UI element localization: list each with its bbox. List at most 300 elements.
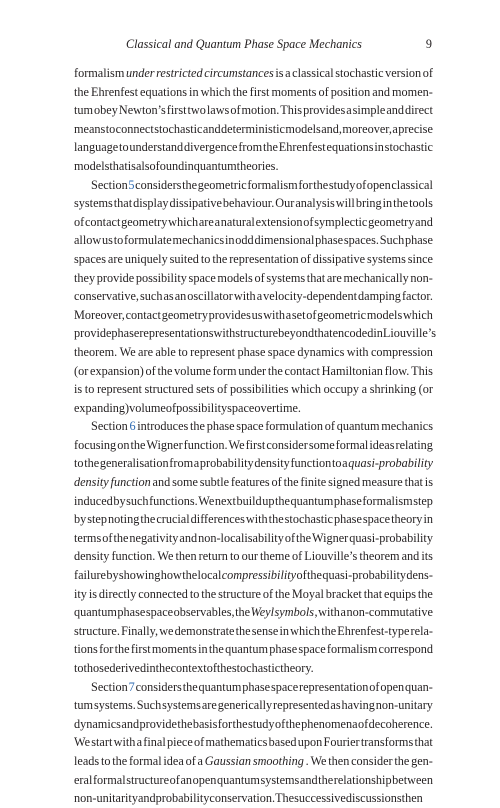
word: open <box>192 772 217 787</box>
word: formulation <box>265 419 324 434</box>
word: as <box>163 289 174 304</box>
paragraph <box>74 678 433 808</box>
text-line <box>74 157 433 176</box>
word: first <box>245 437 266 452</box>
word: on <box>117 437 130 452</box>
text-line <box>74 250 433 269</box>
word: encoded <box>332 326 374 341</box>
word: which <box>291 382 322 397</box>
word: the <box>268 512 284 527</box>
word: subtle <box>199 475 230 490</box>
word: are <box>138 344 154 359</box>
text-line <box>74 529 433 548</box>
italic-word: restricted <box>156 66 203 80</box>
word: the <box>140 512 156 527</box>
word: means <box>74 121 106 136</box>
word: velocity-dependent <box>263 289 358 304</box>
word: tum <box>74 103 94 118</box>
word: open <box>366 177 391 192</box>
word: of <box>206 661 217 675</box>
word: to <box>105 121 116 136</box>
text-line <box>74 715 433 734</box>
word: local <box>197 568 222 583</box>
text-line <box>74 454 433 473</box>
word: mechanically <box>343 270 409 285</box>
word: geometric <box>317 307 367 322</box>
text-line <box>74 752 433 771</box>
word: then <box>401 791 423 806</box>
word: our <box>241 549 258 564</box>
word: gen- <box>411 753 433 768</box>
word: the <box>113 530 129 545</box>
text-line <box>74 566 433 585</box>
word: the <box>208 642 224 657</box>
body-text <box>74 64 436 808</box>
word: up <box>262 493 275 508</box>
word: occupy <box>323 382 360 397</box>
word: leads <box>74 753 100 768</box>
word: and <box>152 475 171 490</box>
word: stochastic <box>284 512 333 527</box>
word: systems <box>367 251 406 266</box>
word: moments <box>151 642 197 657</box>
word: the <box>313 177 329 192</box>
word: focusing <box>74 437 117 452</box>
word: precise <box>398 121 433 136</box>
word: terms <box>74 530 102 545</box>
word: to <box>189 586 200 601</box>
word: for <box>217 716 233 731</box>
text-line <box>74 547 433 566</box>
word: bracket <box>325 586 362 601</box>
word: momen- <box>392 84 433 99</box>
word: mechanics <box>381 419 433 434</box>
text-line <box>74 473 433 492</box>
word: formalism <box>362 493 413 508</box>
word: position <box>330 84 371 99</box>
word: formal <box>335 437 369 452</box>
italic-word: smoothing <box>252 753 304 768</box>
word: and <box>372 84 390 99</box>
word: demonstrate <box>174 623 235 638</box>
word: the <box>262 140 278 155</box>
word: us <box>251 307 263 322</box>
word: in <box>146 661 156 675</box>
word: space <box>362 512 391 527</box>
word: upon <box>297 735 323 750</box>
word: also <box>135 158 156 173</box>
word: quasi-probability <box>349 530 433 545</box>
word: structure <box>126 772 170 787</box>
word: version <box>385 66 422 80</box>
word: quan- <box>404 679 433 694</box>
word: such <box>126 493 149 508</box>
word: geometry <box>121 214 168 229</box>
word: We <box>157 549 174 564</box>
word: behaviour. <box>222 196 275 211</box>
word: of <box>306 307 317 322</box>
word: to <box>74 456 84 471</box>
word: first <box>130 642 151 657</box>
word: sets <box>196 382 215 397</box>
word: provide <box>96 270 135 285</box>
word: a <box>340 605 346 620</box>
word: probability <box>199 456 254 471</box>
word: the <box>296 530 312 545</box>
word: first <box>249 84 270 99</box>
text-line <box>74 269 433 288</box>
word: formal <box>92 772 126 787</box>
text-line <box>74 659 433 678</box>
word: represent <box>96 382 142 397</box>
word: the <box>283 475 299 490</box>
word: compression <box>370 344 433 359</box>
word: contact <box>284 363 320 378</box>
word: and <box>202 121 221 136</box>
word: spaces <box>74 251 106 266</box>
word: are <box>326 270 342 285</box>
word: and <box>137 791 156 806</box>
word: geometry <box>161 307 208 322</box>
word: provides <box>208 307 251 322</box>
word: possibilities <box>229 382 289 397</box>
word: dimensional <box>254 233 315 248</box>
word: phase <box>242 679 271 694</box>
word: between <box>392 772 433 787</box>
text-line <box>74 101 433 120</box>
italic-word: under <box>125 66 155 80</box>
word: the <box>393 196 409 211</box>
paragraph <box>74 176 436 418</box>
word: of <box>318 84 329 99</box>
text-line <box>74 194 433 213</box>
word: in <box>189 84 199 99</box>
text-line <box>74 789 433 808</box>
word: the <box>275 586 290 601</box>
text-line <box>74 417 433 436</box>
word: and <box>401 549 420 564</box>
word: tum <box>74 698 94 713</box>
word: the <box>318 772 334 787</box>
word: the <box>285 716 301 731</box>
word: Wigner <box>312 530 349 545</box>
text-line <box>74 733 433 752</box>
word: Fourier <box>323 735 360 750</box>
word: phenomena <box>301 716 358 731</box>
word: a <box>214 214 221 229</box>
word: to <box>119 140 129 155</box>
word: geometry <box>368 214 415 229</box>
word: noting <box>108 512 140 527</box>
word: decoherence. <box>368 716 433 731</box>
word: formalism <box>326 642 378 657</box>
word: the <box>74 84 89 99</box>
word: stochastic <box>335 66 384 80</box>
word: Section <box>91 177 128 192</box>
text-line <box>74 585 433 604</box>
word: shrinking <box>369 382 417 397</box>
word: mathematics <box>205 735 268 750</box>
word: geometric <box>197 177 247 192</box>
word: its <box>421 549 433 564</box>
word: factor. <box>401 289 433 304</box>
word: of <box>357 716 369 731</box>
word: equips <box>384 586 416 601</box>
word: oscillator <box>187 289 233 304</box>
word: the <box>232 716 248 731</box>
word: by <box>113 493 126 508</box>
word: Such <box>379 233 405 248</box>
word: obey <box>94 103 118 118</box>
word: start <box>91 735 113 750</box>
word: represent <box>190 344 236 359</box>
word: considers <box>135 177 182 192</box>
word: We <box>198 493 215 508</box>
word: the <box>182 568 198 583</box>
word: the <box>84 456 100 471</box>
word: representation <box>229 251 299 266</box>
italic-word: quasi-probability <box>348 456 433 471</box>
word: open <box>380 679 405 694</box>
word: non- <box>410 270 433 285</box>
word: to <box>200 251 211 266</box>
word: systems. <box>93 698 136 713</box>
word: natural <box>220 214 255 229</box>
word: and, <box>321 121 342 136</box>
word: structure. <box>74 623 120 638</box>
word: we <box>159 623 174 638</box>
word: stochastic <box>384 140 433 155</box>
word: uniquely <box>124 251 168 266</box>
word: successive <box>294 791 346 806</box>
word: We <box>228 437 245 452</box>
word: possibility <box>176 400 228 415</box>
word: of <box>102 530 113 545</box>
word: how <box>160 568 182 583</box>
section-reference-link[interactable]: 7 <box>128 679 135 694</box>
word: structure <box>235 326 279 341</box>
word: with <box>213 326 236 341</box>
text-line <box>74 324 436 343</box>
word: function. <box>111 549 156 564</box>
word: phase <box>269 642 298 657</box>
word: of <box>291 549 303 564</box>
word: structure <box>218 586 261 601</box>
word: the <box>155 661 171 675</box>
word: functions. <box>149 493 198 508</box>
word: quantum <box>193 158 237 173</box>
word: in <box>374 140 384 155</box>
word: form <box>212 363 237 378</box>
word: is <box>74 382 83 397</box>
word: space <box>145 605 174 620</box>
word: with <box>263 307 285 322</box>
text-line <box>74 696 433 715</box>
running-head: Classical and Quantum Phase Space Mechanics <box>126 37 362 51</box>
text-line <box>74 399 433 418</box>
word: first <box>166 103 187 118</box>
text-line <box>74 120 433 139</box>
word: to <box>113 233 124 248</box>
word: Moreover, <box>74 307 125 322</box>
word: an <box>180 772 193 787</box>
word: models <box>366 307 403 322</box>
section-reference-link[interactable]: 6 <box>129 419 136 434</box>
word: flow. <box>384 363 410 378</box>
word: signed <box>328 475 361 490</box>
word: stochastic <box>154 121 203 136</box>
word: features <box>230 475 270 490</box>
word: in <box>184 158 194 173</box>
word: idea <box>163 753 184 768</box>
word: in <box>198 642 208 657</box>
word: space <box>267 344 296 359</box>
text-line <box>74 306 433 325</box>
word: The <box>275 791 295 806</box>
word: phase <box>315 233 344 248</box>
word: is <box>275 66 284 80</box>
word: context <box>170 661 207 675</box>
word: next <box>214 493 236 508</box>
text-line <box>74 138 433 157</box>
word: phase <box>111 326 140 341</box>
word: Newton’s <box>118 103 166 118</box>
word: a <box>285 307 292 322</box>
word: direct <box>404 103 433 118</box>
word: volume <box>129 400 166 415</box>
word: of <box>74 214 85 229</box>
word: ideas <box>369 437 395 452</box>
word: tions <box>74 642 98 657</box>
word: theories. <box>236 158 279 173</box>
word: space <box>298 642 326 657</box>
word: from <box>238 140 263 155</box>
word: quantum <box>225 642 268 657</box>
word: quasi-probability <box>322 568 407 583</box>
word: step <box>413 493 433 508</box>
word: by <box>106 568 119 583</box>
word: the <box>235 605 251 620</box>
word: which <box>168 214 199 229</box>
word: us <box>102 233 113 248</box>
word: are <box>107 251 123 266</box>
word: formalism <box>74 66 125 80</box>
word: We <box>310 753 327 768</box>
word: is <box>127 158 136 173</box>
word: which <box>402 307 433 322</box>
word: dissipative <box>169 196 222 211</box>
paragraph <box>74 417 433 677</box>
word: the <box>216 661 232 675</box>
word: an <box>174 289 187 304</box>
word: equations <box>326 140 374 155</box>
text-line <box>74 622 433 641</box>
word: structured <box>144 382 194 397</box>
word: that <box>414 735 433 750</box>
word: function. <box>183 437 228 452</box>
word: This <box>411 363 433 378</box>
word: of <box>230 103 241 118</box>
word: extension <box>255 214 303 229</box>
word: differences <box>190 512 245 527</box>
word: the <box>274 493 290 508</box>
word: for <box>99 642 114 657</box>
word: classical <box>292 66 334 80</box>
word: systems <box>266 270 306 285</box>
word: quantum <box>336 419 380 434</box>
word: over <box>254 400 277 415</box>
word: are <box>198 214 214 229</box>
word: as <box>330 698 341 713</box>
word: the <box>235 623 251 638</box>
word: then <box>328 753 350 768</box>
word: of <box>274 716 286 731</box>
word: with <box>113 735 136 750</box>
word: Wigner <box>146 437 183 452</box>
text-line <box>74 176 433 195</box>
word: which <box>200 84 231 99</box>
word: conservative, <box>74 289 139 304</box>
word: non-unitary <box>375 698 433 713</box>
word: language <box>74 140 119 155</box>
text-line <box>74 510 433 529</box>
word: the <box>321 623 337 638</box>
word: and <box>121 716 140 731</box>
word: of <box>271 475 282 490</box>
word: and <box>299 772 318 787</box>
word: connect <box>115 121 154 136</box>
word: suited <box>169 251 199 266</box>
word: (or <box>74 363 89 378</box>
word: that <box>113 196 133 211</box>
text-line <box>74 287 433 306</box>
word: classical <box>391 177 433 192</box>
word: consider <box>266 437 308 452</box>
word: of <box>422 66 433 80</box>
word: which <box>290 623 321 638</box>
word: Finally, <box>121 623 159 638</box>
word: systems <box>162 698 201 713</box>
word: function <box>290 456 332 471</box>
word: models <box>217 270 253 285</box>
word: This <box>280 103 303 118</box>
word: to <box>331 456 342 471</box>
word: build <box>236 493 262 508</box>
word: phase <box>237 344 266 359</box>
section-reference-link[interactable]: 5 <box>128 177 135 192</box>
word: Liouville’s <box>382 326 436 341</box>
word: time. <box>276 400 301 415</box>
word: theory. <box>280 661 314 675</box>
italic-word: symbols <box>274 605 314 620</box>
word: representations <box>139 326 214 341</box>
word: divergence <box>183 140 238 155</box>
word: the <box>177 716 193 731</box>
word: to <box>100 753 111 768</box>
word: (or <box>418 382 433 397</box>
word: with <box>233 289 256 304</box>
word: non-commutative <box>346 605 433 620</box>
word: that <box>404 475 423 490</box>
word: We <box>119 344 136 359</box>
word: sense <box>251 623 279 638</box>
word: phase <box>206 419 235 434</box>
word: of <box>262 586 274 601</box>
word: provides <box>303 103 346 118</box>
word: Ehrenfest <box>278 140 326 155</box>
word: phase <box>117 605 146 620</box>
word: space <box>236 419 264 434</box>
